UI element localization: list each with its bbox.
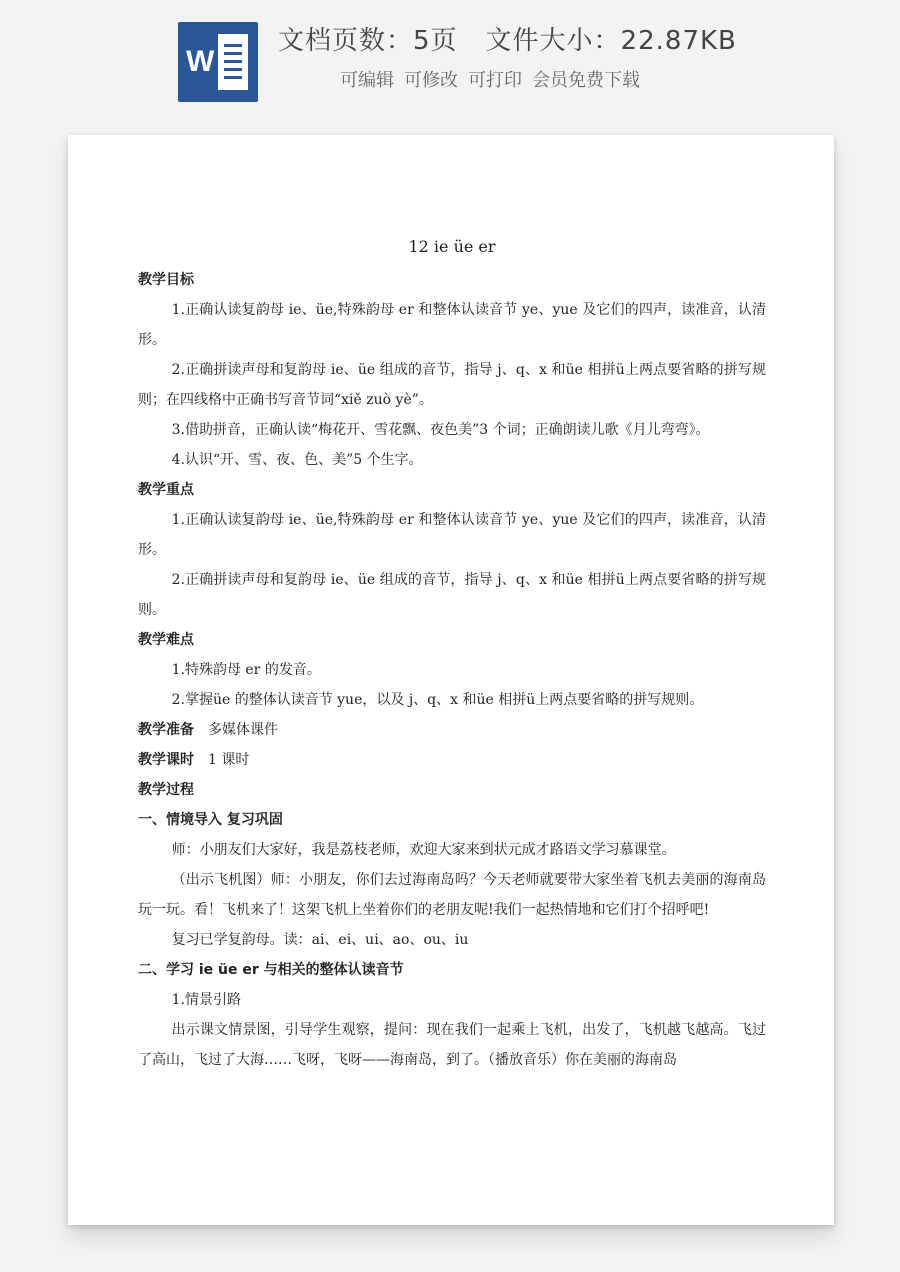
paragraph: 出示课文情景图，引导学生观察，提问：现在我们一起乘上飞机，出发了，飞机越飞越高。飞过了高山，飞过了大海……飞呀，飞呀——海南岛，到了。（播放音乐）你在美丽的海南岛 <box>138 1022 766 1068</box>
difficulty-item: 1.特殊韵母 er 的发音。 <box>171 662 321 678</box>
goal-item: 3.借助拼音，正确认读“梅花开、雪花飘、夜色美”3 个词；正确朗读儿歌《月儿弯弯》。 <box>171 422 710 438</box>
section-heading-process: 教学过程 <box>138 782 194 798</box>
goal-item: 1.正确认读复韵母 ie、üe,特殊韵母 er 和整体认读音节 ye、yue 及它们的四声，读准音，认清形。 <box>138 302 766 348</box>
difficulty-item: 2.掌握üe 的整体认读音节 yue，以及 j、q、x 和üe 相拼ü上两点要省略的拼写规则。 <box>171 692 704 708</box>
section-heading-difficulties: 教学难点 <box>138 632 194 648</box>
tag-modifiable: 可修改 <box>404 70 458 91</box>
paragraph: （出示飞机图）师：小朋友，你们去过海南岛吗？今天老师就要带大家坐着飞机去美丽的海南岛玩一玩。看！飞机来了！这架飞机上坐着你们的老朋友呢!我们一起热情地和它们打个招呼吧! <box>138 872 766 918</box>
tag-member-free: 会员免费下载 <box>532 70 640 91</box>
key-point-item: 1.正确认读复韵母 ie、üe,特殊韵母 er 和整体认读音节 ye、yue 及它们的四声，读准音，认清形。 <box>138 512 766 558</box>
section-heading-goals: 教学目标 <box>138 272 194 288</box>
page-count-label: 文档页数：5页 <box>278 26 458 56</box>
goal-item: 2.正确拼读声母和复韵母 ie、üe 组成的音节，指导 j、q、x 和üe 相拼ü上两点要省略的拼写规则；在四线格中正确书写音节词“xiě zuò yè”。 <box>138 362 766 408</box>
file-size-label: 文件大小：22.87KB <box>485 26 737 56</box>
tag-printable: 可打印 <box>468 70 522 91</box>
preparation-value: 多媒体课件 <box>208 722 278 738</box>
section-heading-preparation: 教学准备 多媒体课件 <box>138 722 278 738</box>
document-body <box>138 235 766 1075</box>
word-document-icon: W <box>178 22 258 102</box>
hours-value: 1 课时 <box>208 752 250 768</box>
part2-heading: 二、学习 ie üe er 与相关的整体认读音节 <box>138 962 404 978</box>
goal-item: 4.认识“开、雪、夜、色、美”5 个生字。 <box>171 452 423 468</box>
section-heading-hours: 教学课时 1 课时 <box>138 752 250 768</box>
paragraph: 1.情景引路 <box>171 992 241 1008</box>
section-heading-key-points: 教学重点 <box>138 482 194 498</box>
feature-tags <box>340 66 650 92</box>
doc-info-banner <box>0 0 900 120</box>
tag-editable: 可编辑 <box>340 70 394 91</box>
doc-title: 12 ie üe er <box>408 237 496 256</box>
document-page <box>68 135 834 1225</box>
paragraph: 师：小朋友们大家好，我是荔枝老师，欢迎大家来到状元成才路语文学习慕课堂。 <box>171 842 676 858</box>
paragraph: 复习已学复韵母。读：ai、ei、ui、ao、ou、iu <box>171 932 469 948</box>
part1-heading: 一、情境导入 复习巩固 <box>138 812 283 828</box>
key-point-item: 2.正确拼读声母和复韵母 ie、üe 组成的音节，指导 j、q、x 和üe 相拼ü上两点要省略的拼写规则。 <box>138 572 766 618</box>
